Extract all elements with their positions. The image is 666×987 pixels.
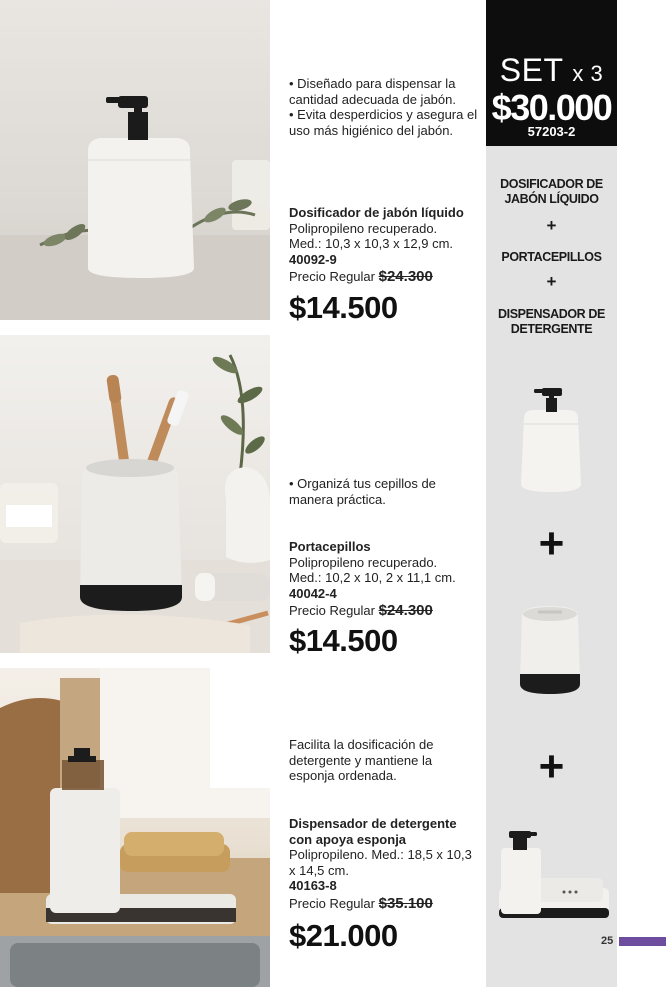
product-1-regular-price: $24.300 — [378, 268, 433, 285]
product-1-bullet-1: • Diseñado para dispensar la cantidad adecuada de jabón. — [289, 76, 456, 107]
set-plus-small-2: + — [546, 272, 557, 291]
product-3-regular-price: $35.100 — [378, 894, 433, 912]
product-3-details — [289, 816, 474, 911]
product-3-price: $21.000 — [289, 918, 398, 953]
product-2-description — [289, 476, 479, 507]
product-1-material: Polipropileno recuperado. — [289, 220, 438, 236]
set-detergent-dispenser-image — [497, 828, 611, 922]
set-item-2-label: PORTACEPILLOS — [501, 250, 602, 264]
set-price: $30.000 — [491, 87, 612, 128]
set-plus-big-2: + — [538, 742, 565, 791]
page-number: 25 — [601, 935, 614, 947]
product-1-bullet-2: • Evita desperdicios y asegura el uso más higiénico del jabón. — [289, 107, 478, 138]
product-2-regular-price: $24.300 — [378, 602, 433, 619]
set-item-1-label: DOSIFICADOR DE JABÓN LÍQUIDO — [500, 177, 603, 206]
set-item-3-label: DISPENSADOR DE DETERGENTE — [498, 307, 605, 336]
product-2-regular-label: Precio Regular — [289, 603, 375, 618]
set-title — [486, 52, 617, 92]
detergent-dispenser-photo — [0, 668, 270, 987]
soap-dispenser-photo — [0, 0, 270, 320]
product-2-material: Polipropileno recuperado. — [289, 554, 438, 570]
product-3-material: Polipropileno. Med.: 18,5 x 10,3 x 14,5 cm. — [289, 847, 472, 878]
set-multiplier: x 3 — [572, 61, 604, 86]
product-2-measures: Med.: 10,2 x 10, 2 x 11,1 cm. — [289, 570, 456, 585]
product-2-price: $14.500 — [289, 623, 398, 658]
product-2-details — [289, 539, 484, 619]
product-1-regular-label: Precio Regular — [289, 269, 375, 284]
product-3-name: Dispensador de detergente con apoya esponja — [289, 816, 457, 847]
product-2-code: 40042-4 — [289, 585, 337, 601]
product-2-bullet-1: • Organizá tus cepillos de manera práctica. — [289, 476, 436, 507]
product-1-details — [289, 205, 484, 285]
product-3-code: 40163-8 — [289, 878, 337, 893]
product-1-regular-price-line — [289, 269, 484, 285]
product-1-name: Dosificador de jabón líquido — [289, 205, 464, 220]
set-code: 57203-2 — [527, 124, 576, 139]
set-plus-small-1: + — [546, 216, 557, 235]
product-1-code: 40092-9 — [289, 251, 337, 267]
product-3-regular-label: Precio Regular — [289, 895, 375, 911]
product-3-regular-price-line — [289, 896, 474, 912]
set-title-word: SET — [499, 52, 563, 88]
toothbrush-holder-photo — [0, 335, 270, 653]
product-3-bullet-1: Facilita la dosificación de detergente y mantiene la esponja ordenada. — [289, 737, 434, 783]
set-plus-big-1: + — [538, 519, 565, 568]
page-accent-bar — [619, 937, 666, 946]
set-toothbrush-holder-image — [516, 602, 584, 698]
product-1-price: $14.500 — [289, 290, 398, 325]
set-soap-dispenser-image — [516, 384, 586, 496]
set-price-box — [486, 0, 617, 146]
product-1-measures: Med.: 10,3 x 10,3 x 12,9 cm. — [289, 236, 454, 251]
product-1-description — [289, 76, 479, 138]
product-3-description — [289, 737, 454, 784]
product-2-name: Portacepillos — [289, 539, 371, 554]
product-2-regular-price-line — [289, 603, 484, 619]
